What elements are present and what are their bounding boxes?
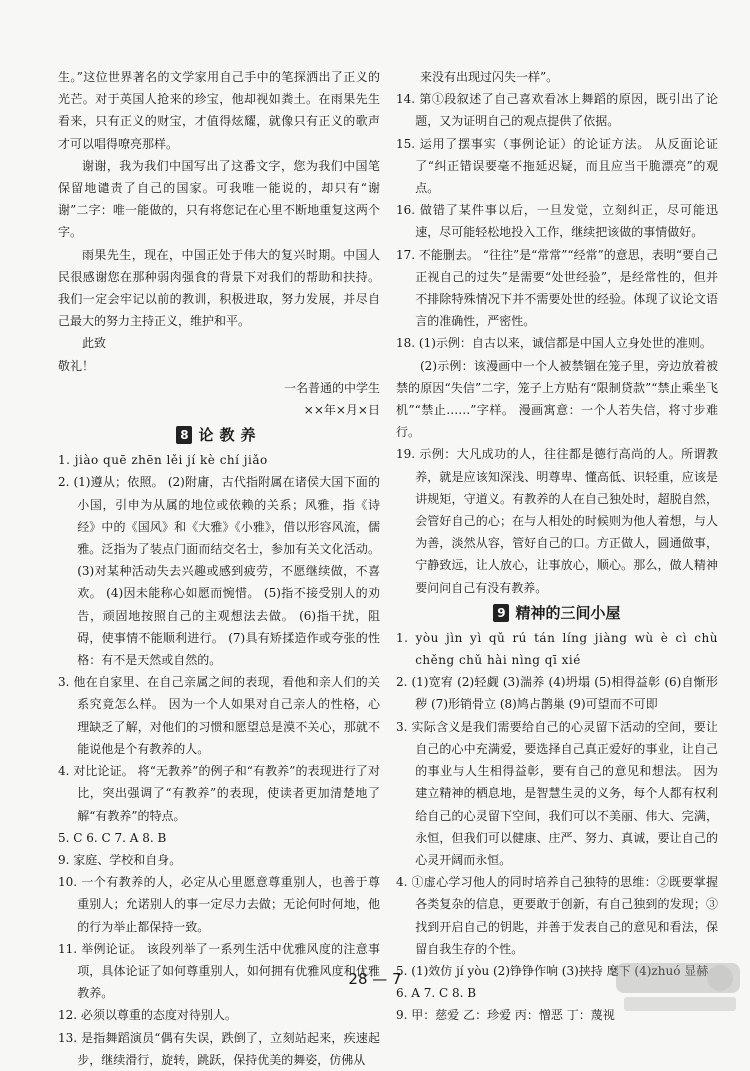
letter-paragraph: 谢谢，我为我们中国写出了这番文字，您为我们中国笔保留地谴责了自己的国家。可我唯一能说的，却只有“谢谢”二字：唯一能做的，只有将您记在心里不断地重复这两个字。 (58, 158, 380, 240)
section-9-heading (396, 601, 718, 625)
right-column (396, 66, 718, 1027)
answer-item: 1. yòu jìn yì qǔ rú tán líng jiàng wù è cì chù chěng chǔ hài nìng qī xié (396, 630, 718, 668)
answer-item: 3. 实际含义是我们需要给自己的心灵留下活动的空间，要让自己的心中充满爱，要选择自己真正爱好的事业，让自己的事业与人生相得益彰，要有自己的意见和想法。 因为建立精神的栖息地，是智慧生灵的义务，每个人都有权利给自己的心灵留下空间，我们可以不美丽、伟大、完满，永恒，但我们可以健康、庄严、努力、真诚，要让自己的心灵开阔而永恒。 (396, 719, 718, 867)
answer-item: 2. (1)宽宥 (2)轻觑 (3)湍养 (4)坍塌 (5)相得益彰 (6)自惭形秽 (7)形销骨立 (8)鸠占鹊巢 (9)可望而不可即 (396, 675, 718, 712)
answer-item: 6. A 7. C 8. B (396, 986, 477, 1001)
answer-item: 5. C 6. C 7. A 8. B (58, 830, 167, 845)
answer-item: 12. 必须以尊重的态度对待别人。 (58, 1008, 237, 1023)
page-number: 28 — 7 (348, 970, 402, 988)
section-title: 精神的三间小屋 (515, 603, 621, 622)
answer-item: 15. 运用了摆事实（事例论证）的论证方法。 从反面论证了“纠正错误要毫不拖延迟疑，而且应当干脆漂亮”的观点。 (396, 136, 718, 196)
answer-item: (2)示例：该漫画中一个人被禁锢在笼子里，旁边放着被禁的原因“失信”二字，笼子上方贴有“限制贷款”“禁止乘坐飞机”“禁止……”字样。 漫画寓意：一个人若失信，将寸步难行。 (396, 358, 718, 440)
answer-item: 14. 第①段叙述了自己喜欢看冰上舞蹈的原因，既引出了论题，又为证明自己的观点提供了依据。 (396, 92, 718, 129)
answer-item: 1. jiào quē zhēn lěi jí kè chí jiǎo (58, 453, 268, 468)
letter-closing: 此致 (82, 336, 107, 351)
section-8-heading (58, 423, 380, 447)
section-number-badge: 8 (176, 426, 192, 444)
letter-date: ××年×月×日 (303, 403, 380, 418)
answer-item: 13. 是指舞蹈演员“偶有失误，跌倒了，立刻站起来，疾速起步，继续滑行，旋转，跳跃，保持优美的舞姿，仿佛从 (58, 1030, 380, 1067)
answer-item: 9. 甲：慈爱 乙：珍爱 丙：憎恶 丁：蔑视 (396, 1008, 615, 1023)
section-title: 论教养 (198, 426, 262, 445)
answer-item: 5. (1)效仿 jí yòu (2)铮铮作响 (3)挟持 麾下 (4)zhuó 显赫 (396, 963, 709, 978)
letter-signer: 一名普通的中学生 (283, 380, 380, 395)
answer-item: 9. 家庭、学校和自身。 (58, 852, 182, 867)
answer-item: 4. ①虚心学习他人的同时培养自己独特的思维：②既要掌握各类复杂的信息，更要敢于创新，有自己独到的发现；③找到开启自己的钥匙，并善于发表自己的意见和看法，保留自我生存的个性。 (396, 875, 718, 956)
letter-salute: 敬礼！ (58, 358, 95, 373)
answer-item: 16. 做错了某件事以后，一旦发觉，立刻纠正，尽可能迅速，尽可能轻松地投入工作，继续把该做的事情做好。 (396, 203, 718, 240)
section-number-badge: 9 (493, 604, 509, 622)
answer-item: 11. 举例论证。 该段列举了一系列生活中优雅风度的注意事项，具体论证了如何尊重别人，如何拥有优雅风度和优雅教养。 (58, 941, 380, 1001)
answer-item: 2. (1)遵从；依照。 (2)附庸，古代指附属在诸侯大国下面的小国，引申为从属的地位或依赖的关系；风雅，指《诗经》中的《国风》和《大雅》《小雅》，借以形容风流，儒雅。泛指为了装点门面而结交名士，参加有关文化活动。 (3)对某种活动失去兴趣或感到疲劳，不愿继续做，不喜欢。 (4)因未能称心如愿而惋惜。 (5)指不接受别人的劝告，顽固地按照自己的主观想法去做。 (6)指干扰，阻碍，使事情不能顺利进行。 (7)具有矫揉造作或夸张的性格：有不是天然或自然的。 (58, 475, 380, 668)
answer-item: 3. 他在自家里、在自己亲属之间的表现，看他和亲人们的关系究竟怎么样。 因为一个人如果对自己亲人的性格，心理缺乏了解，对他们的习惯和愿望总是漠不关心，那就不能说他是个有教养的人。 (58, 675, 380, 756)
answer-item: 17. 不能删去。 “往往”是“常常”“经常”的意思，表明“要自己正视自己的过失”是需要“处世经验”，是经常性的，但并不排除特殊情况下并不需要处世的经验。体现了议论文语言的准确性，严密性。 (396, 247, 718, 329)
answer-item: 19. 示例：大凡成功的人，往往都是德行高尚的人。所谓教养，就是应该知深浅、明尊卑、懂高低、识轻重，应该是讲规矩，守道义。有教养的人在自己独处时，超脱自然，会管好自己的心；在与人相处的时候则为他人着想，与人为善，淡然从容，管好自己的口。方正做人，圆通做事，宁静致远，让人放心，让事放心，顺心。那么，做人精神要问问自己有没有教养。 (396, 447, 718, 595)
watermark-logo (614, 957, 742, 1015)
left-column (58, 66, 380, 1071)
answer-item: 来没有出现过闪失一样”。 (420, 70, 559, 84)
answer-item: 18. (1)示例：自古以来，诚信都是中国人立身处世的准则。 (396, 336, 712, 351)
answer-item: 10. 一个有教养的人，必定从心里愿意尊重别人，也善于尊重别人；允诺别人的事一定尽力去做；无论何时何地，他的行为举止都保持一致。 (58, 875, 380, 934)
answer-item: 4. 对比论证。 将“无教养”的例子和“有教养”的表现进行了对比，突出强调了“有教养”的表现，使读者更加清楚地了解“有教养”的特点。 (58, 764, 380, 823)
letter-paragraph: 生。”这位世界著名的文学家用自己手中的笔探洒出了正义的光芒。对于英国人抢来的珍宝，他却视如粪土。在雨果先生看来，只有正义的财宝，才值得炫耀，就像只有正义的歌声才可以唱得嘹亮那样。 (58, 70, 380, 151)
letter-paragraph: 雨果先生，现在，中国正处于伟大的复兴时期。中国人民很感谢您在那种弱肉强食的背景下对我们的帮助和扶持。我们一定会牢记以前的教训，积极进取，努力发展，并尽自己最大的努力主持正义，维护和平。 (58, 247, 380, 329)
